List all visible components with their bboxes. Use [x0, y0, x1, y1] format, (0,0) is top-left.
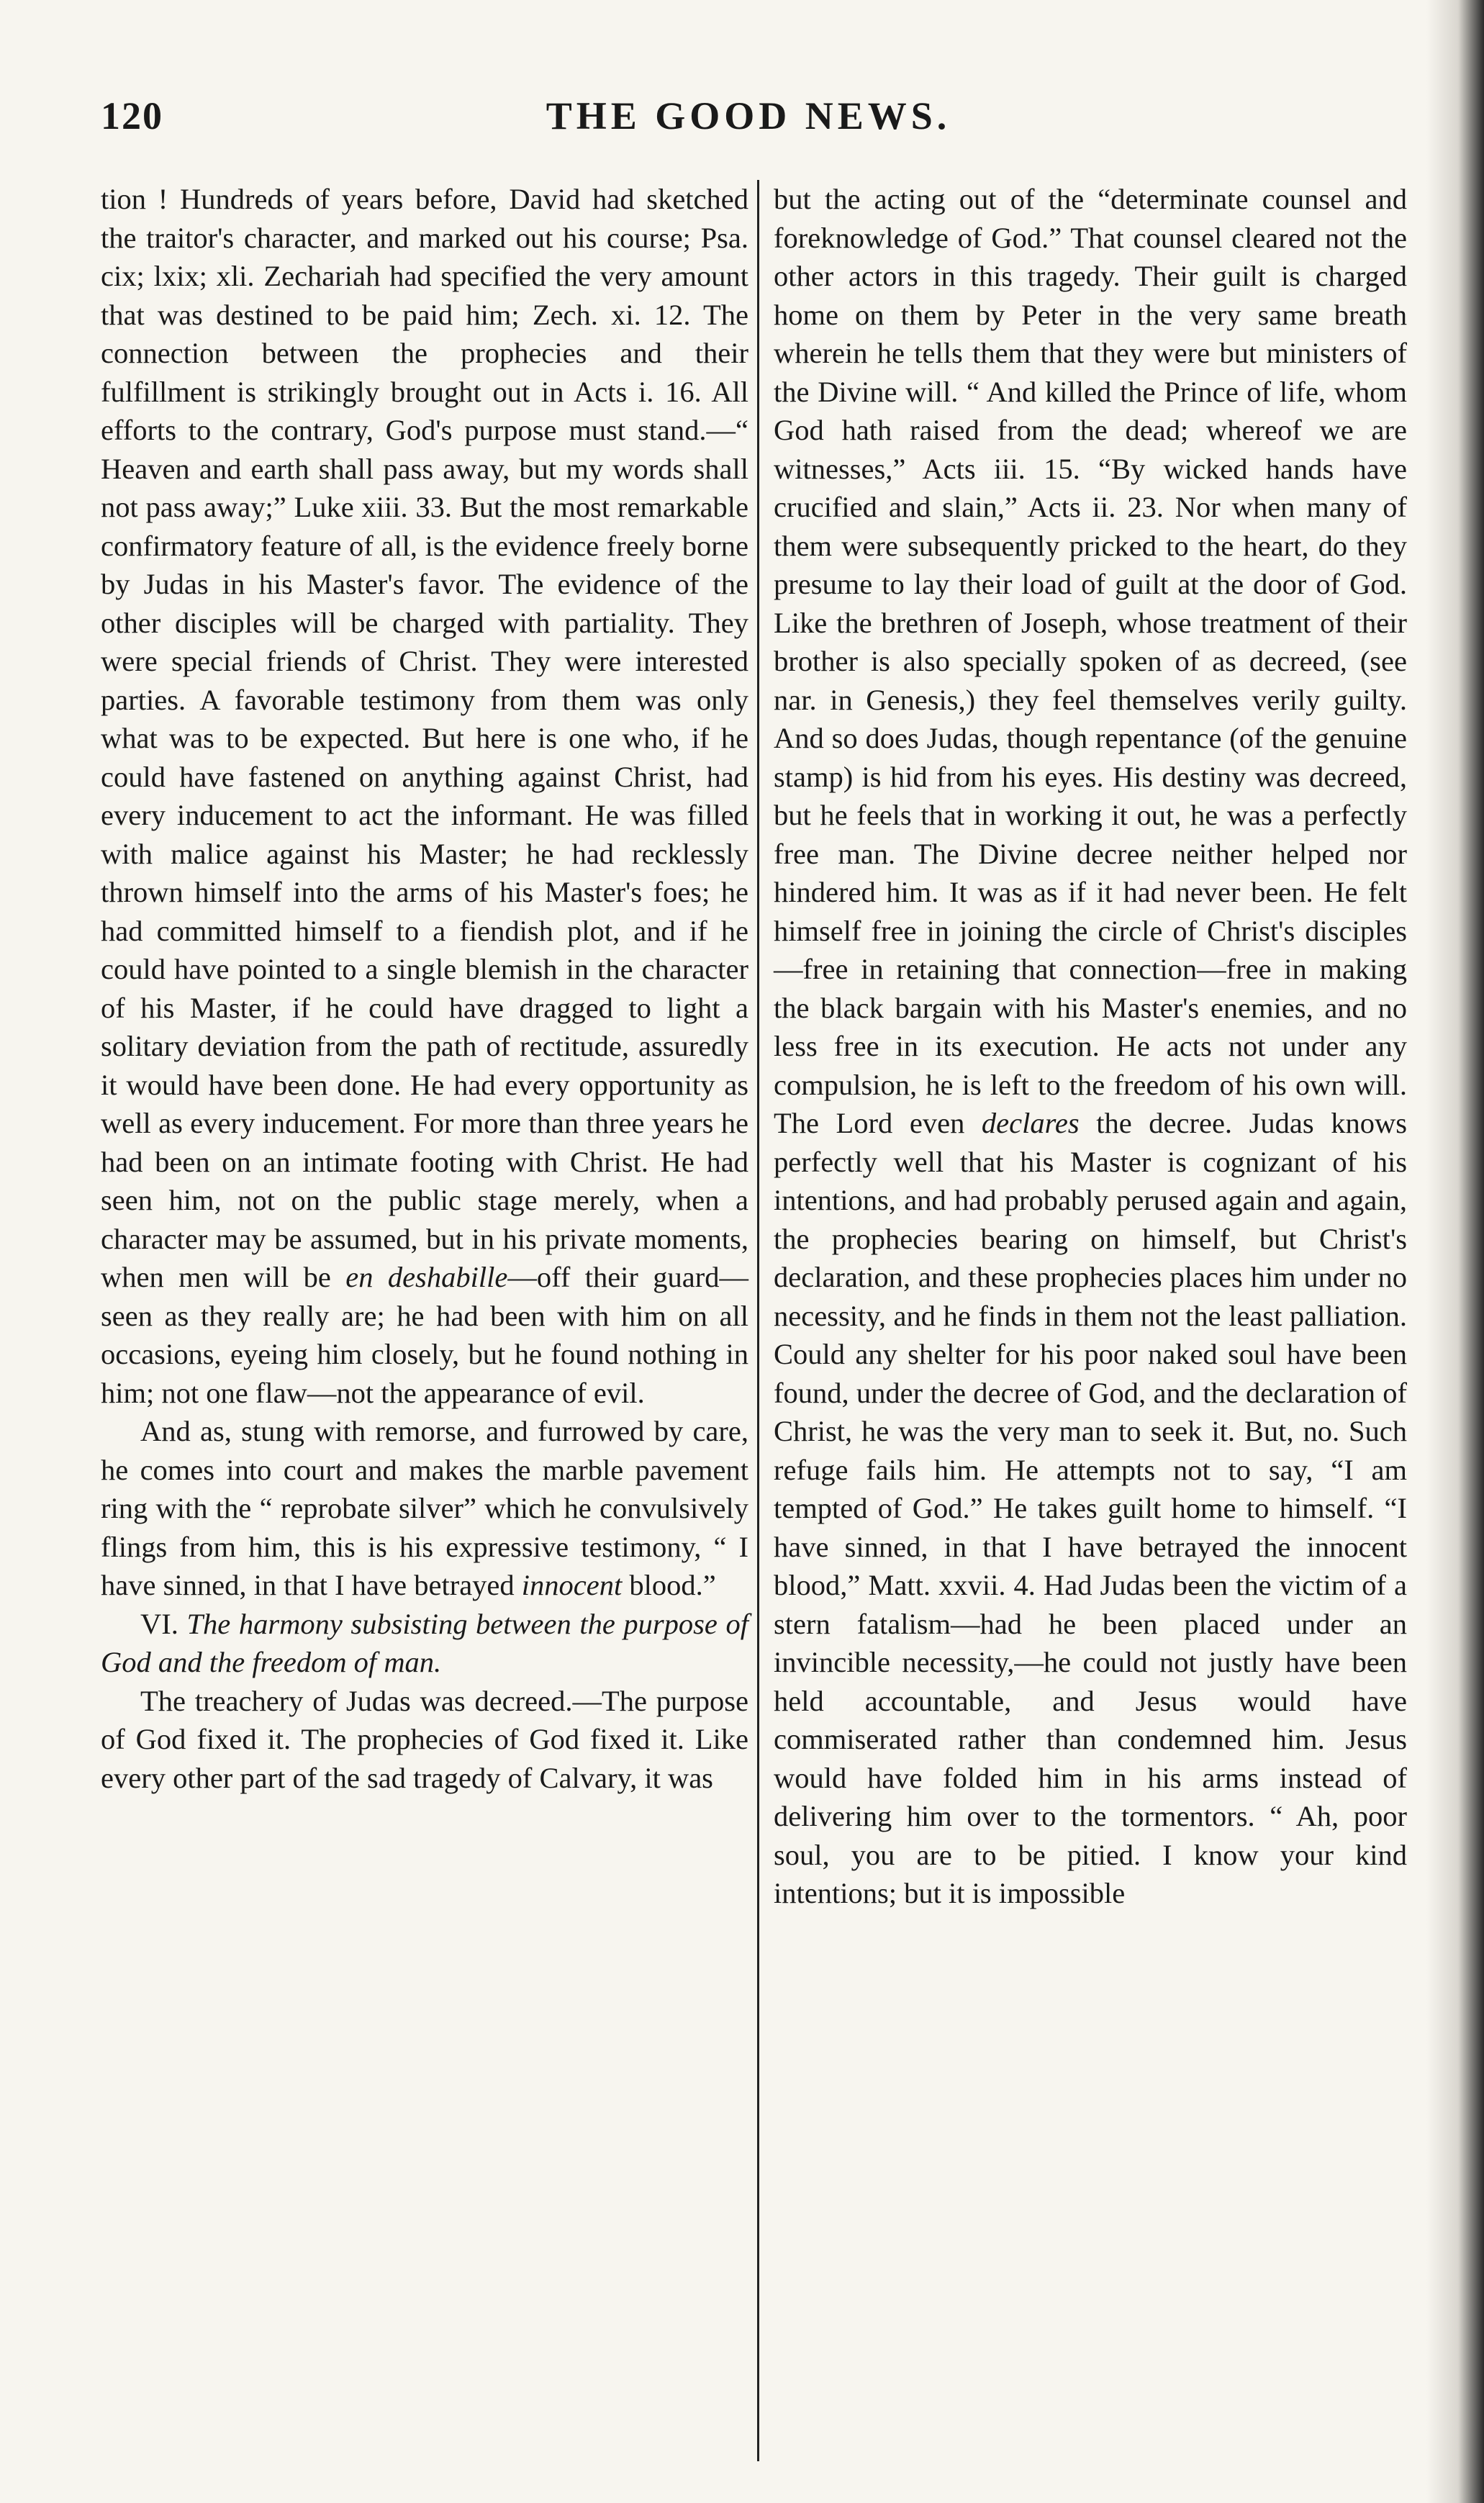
- column-divider: [757, 180, 759, 2461]
- section-heading: [101, 1605, 748, 1682]
- left-column: [101, 180, 748, 1797]
- italic-phrase: innocent: [521, 1569, 623, 1601]
- paragraph: The treachery of Judas was decreed.—The purpose of God fixed it. The prophecies of God fixed it. Like every other part of the sad tragedy of Calvary, it was: [101, 1684, 748, 1794]
- page-number: 120: [101, 94, 163, 137]
- paragraph-text: the decree. Judas knows perfectly well that his Master is cognizant of his intentions, and had probably perused again and again, the prophecies bearing on himself, but Christ's declaration, and these prophecies places him under no necessity, and he finds in them not the least palliation. Could any shelter for his poor naked soul have been found, under the decree of God, and the declaration of Christ, he was the very man to seek it. But, no. Such refuge fails him. He attempts not to say, “I am tempted of God.” He takes guilt home to himself. “I have sinned, in that I have betrayed the innocent blood,” Matt. xxvii. 4. Had Judas been the victim of a stern fatalism—had he been placed under an invincible necessity,—he could not justly have been held accountable, and Jesus would have commiserated rather than condemned him. Jesus would have folded him in his arms instead of delivering him over to the tormentors. “ Ah, poor soul, you are to be pitied. I know your kind intentions; but it is impossible: [774, 1107, 1407, 1909]
- italic-phrase: declares: [981, 1107, 1080, 1139]
- paragraph-text: And as, stung with remorse, and furrowed by care, he comes into court and makes the marble pavement ring with the “ reprobate silver” which he convulsively flings from him, this is his expressive testimony, “ I have sinned, in that I have betrayed: [101, 1415, 748, 1601]
- running-title: THE GOOD NEWS.: [546, 94, 951, 137]
- section-number: VI.: [140, 1607, 178, 1640]
- paragraph: [101, 1412, 748, 1605]
- page-header: [101, 94, 1396, 144]
- paragraph-text: —off their guard—seen as they really are; he had been with him on all occasions, eyeing him closely, but he found nothing in him; not one flaw—not the appearance of evil.: [101, 1261, 749, 1409]
- paragraph: [774, 180, 1407, 1913]
- section-title: The harmony subsisting between the purpose of God and the freedom of man.: [101, 1607, 749, 1678]
- italic-phrase: en deshabille: [345, 1261, 508, 1293]
- paragraph-text: but the acting out of the “determinate counsel and foreknowledge of God.” That counsel cleared not the other actors in this tragedy. Their guilt is charged home on them by Peter in the very same breath wherein he tells them that they were but ministers of the Divine will. “ And killed the Prince of life, whom God hath raised from the dead; whereof we are witnesses,” Acts iii. 15. “By wicked hands have crucified and slain,” Acts ii. 23. Nor when many of them were subsequently pricked to the heart, do they presume to lay their load of guilt at the door of God. Like the brethren of Joseph, whose treatment of their brother is also specially spoken of as decreed, (see nar. in Genesis,) they feel themselves verily guilty. And so does Judas, though repentance (of the genuine stamp) is hid from his eyes. His destiny was decreed, but he feels that in working it out, he was a perfectly free man. The Divine decree neither helped nor hindered him. It was as if it had never been. He felt himself free in joining the circle of Christ's disciples—free in retaining that connection—free in making the black bargain with his Master's enemies, and no less free in its execution. He acts not under any compulsion, he is left to the freedom of his own will. The Lord even: [774, 183, 1407, 1139]
- paragraph: [101, 180, 748, 1412]
- page-edge-shadow: [1426, 0, 1484, 2503]
- right-column: [774, 180, 1407, 1913]
- paragraph-text: tion ! Hundreds of years before, David had sketched the traitor's character, and marked out his course; Psa. cix; lxix; xli. Zechariah had specified the very amount that was destined to be paid him; Zech. xi. 12. The connection between the prophecies and their fulfillment is strikingly brought out in Acts i. 16. All efforts to the contrary, God's purpose must stand.—“ Heaven and earth shall pass away, but my words shall not pass away;” Luke xiii. 33. But the most remarkable confirmatory feature of all, is the evidence freely borne by Judas in his Master's favor. The evidence of the other disciples will be charged with partiality. They were special friends of Christ. They were interested parties. A favorable testimony from them was only what was to be expected. But here is one who, if he could have fastened on anything against Christ, had every inducement to act the informant. He was filled with malice against his Master; he had recklessly thrown himself into the arms of his Master's foes; he had committed himself to a fiendish plot, and if he could have pointed to a single blemish in the character of his Master, if he could have dragged to light a solitary deviation from the path of rectitude, assuredly it would have been done. He had every opportunity as well as every inducement. For more than three years he had been on an intimate footing with Christ. He had seen him, not on the public stage merely, when a character may be assumed, but in his private moments, when men will be: [101, 183, 748, 1293]
- paragraph-text: blood.”: [622, 1569, 716, 1601]
